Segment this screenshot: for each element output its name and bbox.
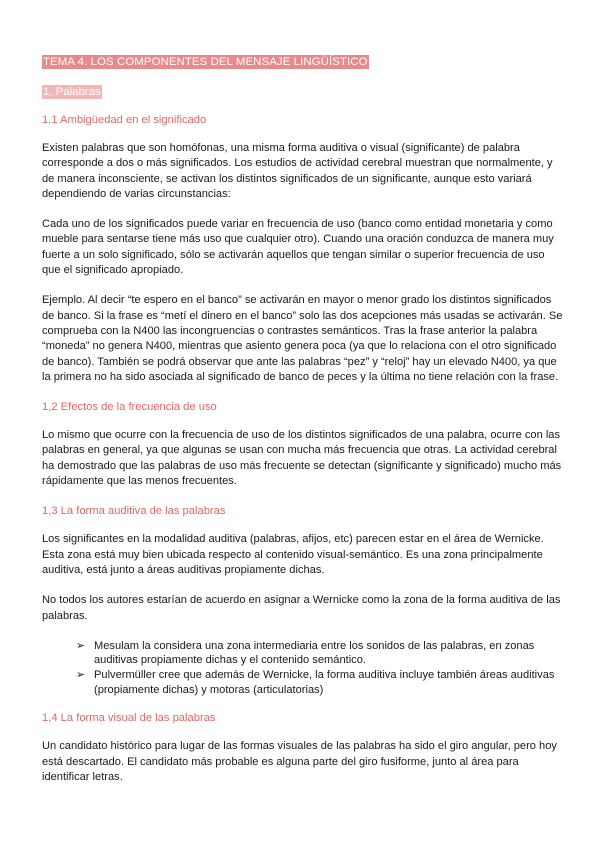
paragraph-autores: No todos los autores estarían de acuerdo en asignar a Wernicke como la zona de la forma auditiva de las palabras. (42, 594, 561, 622)
list-item (76, 668, 564, 697)
section-heading-row (42, 82, 564, 113)
paragraph-wernicke: Los significantes en la modalidad auditiva (palabras, afijos, etc) parecen estar en el área de Wernicke. Esta zona está muy bien ubicada respecto al contenido visual-semántico. Es una zona principalmente auditiva, está junto a áreas auditivas propiamente dichas. (42, 533, 544, 576)
list-item (76, 639, 564, 668)
paragraph-homofonas: Existen palabras que son homófonas, una misma forma auditiva o visual (significante) de palabra corresponde a dos o más significados. Los estudios de actividad cerebral muestran que normalmente, y de manera inconsciente, se activan los distintos significados de un significante, aunque esto variará dependiendo de varias circunstancias: (42, 142, 553, 200)
arrow-bullet-icon: ➢ (76, 669, 86, 682)
section-heading-palabras: 1, Palabras (43, 86, 101, 98)
arrow-bullet-icon: ➢ (76, 639, 86, 652)
bullet-list-autores (42, 639, 564, 697)
bullet-text-mesulam: Mesulam la considera una zona intermediaria entre los sonidos de las palabras, en zonas auditivas propiamente dichas y el contenido semántico. (94, 639, 535, 667)
subheading-forma-auditiva: 1,3 La forma auditiva de las palabras (42, 505, 226, 518)
bullet-text-pulvermuller: Pulvermüller cree que además de Wernicke, la forma auditiva incluye también áreas auditivas (propiamente dichas) y motoras (articulatorias) (94, 669, 555, 696)
subheading-forma-visual: 1,4 La forma visual de las palabras (42, 712, 216, 725)
paragraph-giro-fusiforme: Un candidato histórico para lugar de las formas visuales de las palabras ha sido el giro angular, pero hoy está descartado. El candidato más probable es alguna parte del giro fusiforme, junto al área para identificar letras. (42, 740, 557, 783)
paragraph-ejemplo-banco: Ejemplo. Al decir “te espero en el banco” se activarán en mayor o menor grado los distintos significados de banco. Si la frase es “metí el dinero en el banco” solo las dos acepciones más usadas se activarán. Se comprueba con la N400 las incongruencias o contrastes semánticos. Tras la frase anterior la palabra “moneda” no genera N400, mientras que asiento genera poca (ya que lo relaciona con el otro significado de banco). También se podrá observar que ante las palabras “pez” y “reloj” hay un elevado N400, ya que la primera no ha sido asociada al significado de banco de peces y la última no tiene relación con la frase. (42, 294, 563, 383)
paragraph-frecuencia-significados: Cada uno de los significados puede variar en frecuencia de uso (banco como entidad monetaria y como mueble para sentarse tiene más uso que cualquier otro). Cuando una oración conduzca de manera muy fuerte a un solo significado, sólo se activarán aquellos que tengan similar o superior frecuencia de uso que el significado apropiado. (42, 218, 554, 277)
paragraph-frecuencia-palabras: Lo mismo que ocurre con la frecuencia de uso de los distintos significados de una palabra, ocurre con las palabras en general, ya que algunas se usan con mucha más frecuencia que otras. La actividad cerebral ha demostrado que las palabras de uso más frecuente se detectan (significante y significado) mucho más rápidamente que las menos frecuentes. (42, 429, 562, 488)
subheading-frecuencia-uso: 1,2 Efectos de la frecuencia de uso (42, 401, 217, 414)
title-row (42, 52, 564, 82)
document-title: TEMA 4. LOS COMPONENTES DEL MENSAJE LINGÜÍSTICO (43, 56, 368, 68)
subheading-ambiguedad: 1,1 Ambigüedad en el significado (42, 114, 207, 126)
